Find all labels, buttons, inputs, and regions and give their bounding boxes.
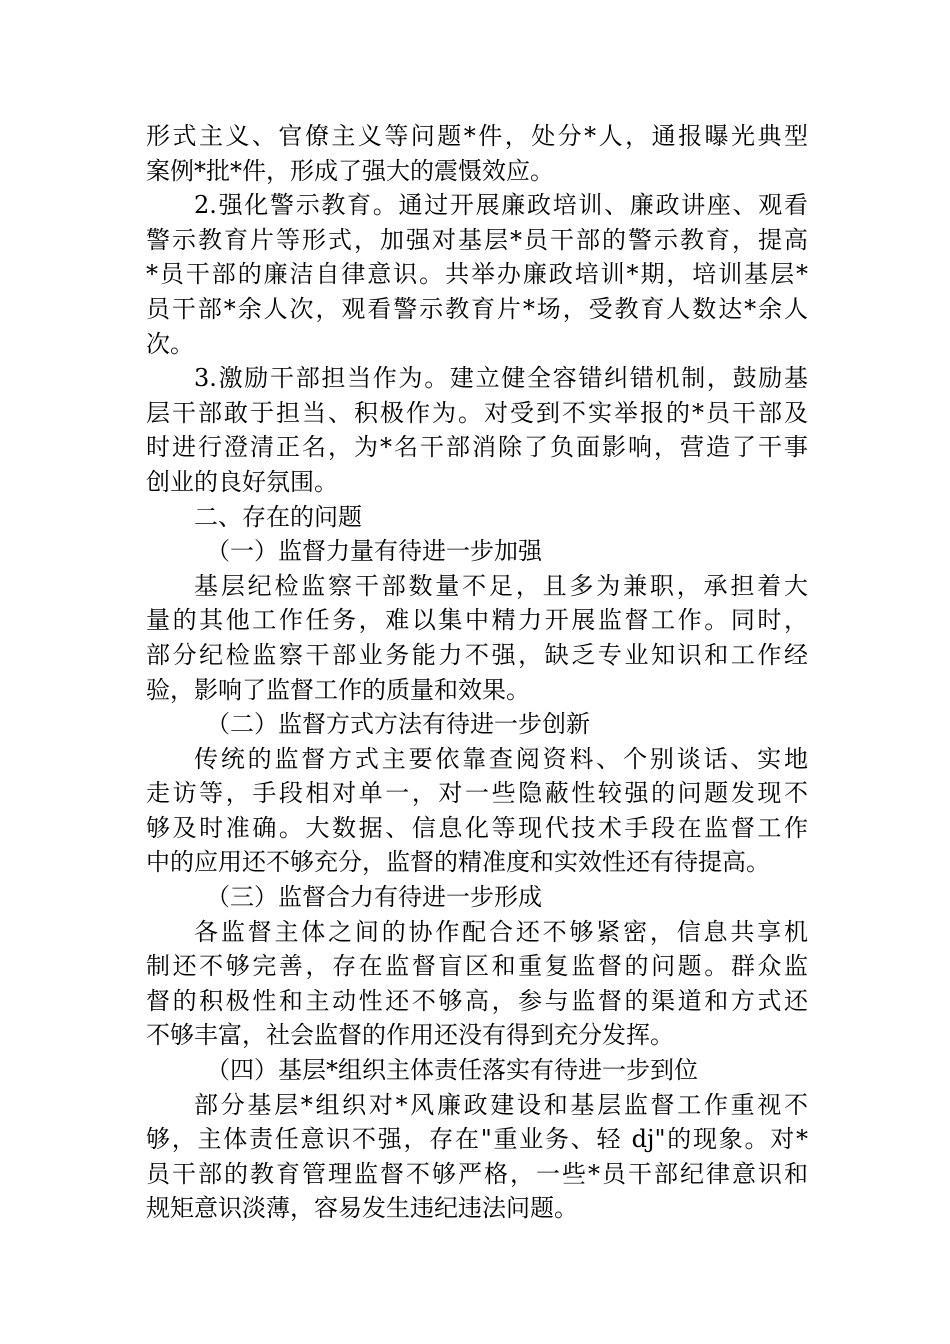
text-line: 部分纪检监察干部业务能力不强，缺乏专业知识和工作经: [146, 640, 808, 669]
subheading-3: [146, 880, 808, 915]
subheading-text: （三）监督合力有待进一步形成: [206, 883, 542, 912]
text-line: 形式主义、官僚主义等问题*件，处分*人，通报曝光典型: [146, 122, 808, 150]
text-line: 部分基层*组织对*风廉政建设和基层监督工作重视不: [194, 1090, 808, 1119]
subheading-2: [146, 707, 808, 742]
paragraph-warning-education: [146, 188, 808, 361]
text-line: 不够丰富，社会监督的作用还没有得到充分发挥。: [146, 1021, 674, 1050]
text-line: 时进行澄清正名，为*名干部消除了负面影响，营造了干事: [146, 433, 808, 462]
text-line: *员干部的廉洁自律意识。共举办廉政培训*期，培训基层*: [146, 260, 808, 289]
section-heading: [146, 500, 808, 535]
subheading-text: （二）监督方式方法有待进一步创新: [206, 710, 590, 739]
text-line: 规矩意识淡薄，容易发生违纪违法问题。: [146, 1194, 578, 1223]
text-line: 传统的监督方式主要依靠查阅资料、个别谈话、实地: [194, 744, 808, 773]
text-line: 创业的良好氛围。: [146, 467, 338, 496]
subheading-1: [146, 534, 808, 569]
paragraph-supervision-force: [146, 569, 808, 707]
text-line: 层干部敢于担当、积极作为。对受到不实举报的*员干部及: [146, 398, 808, 427]
subheading-text: （一）监督力量有待进一步加强: [206, 537, 542, 566]
text-line: 走访等，手段相对单一，对一些隐蔽性较强的问题发现不: [146, 779, 808, 808]
text-line: 员干部*余人次，观看警示教育片*场，受教育人数达*余人: [146, 294, 808, 323]
paragraph-encourage-cadres: [146, 361, 808, 499]
paragraph-supervision-methods: [146, 742, 808, 880]
text-line: 案例*批*件，形成了强大的震慑效应。: [146, 156, 554, 185]
text-line: 制还不够完善，存在监督盲区和重复监督的问题。群众监: [146, 952, 808, 981]
document-page: [146, 119, 808, 1226]
text-line: 各监督主体之间的协作配合还不够紧密，信息共享机: [194, 917, 808, 946]
text-line: 3.激励干部担当作为。建立健全容错纠错机制，鼓励基: [194, 364, 808, 393]
text-line: 验，影响了监督工作的质量和效果。: [146, 675, 530, 704]
text-line: 督的积极性和主动性还不够高，参与监督的渠道和方式还: [146, 986, 808, 1015]
section-heading-text: 二、存在的问题: [194, 502, 362, 531]
text-line: 基层纪检监察干部数量不足，且多为兼职，承担着大: [194, 571, 808, 600]
paragraph-supervision-synergy: [146, 915, 808, 1053]
text-line: 够及时准确。大数据、信息化等现代技术手段在监督工作: [146, 813, 808, 842]
text-line: 警示教育片等形式，加强对基层*员干部的警示教育，提高: [146, 225, 808, 254]
paragraph-continued: [146, 119, 808, 188]
text-line: 够，主体责任意识不强，存在"重业务、轻 dj"的现象。对*: [146, 1125, 808, 1154]
text-line: 量的其他工作任务，难以集中精力开展监督工作。同时，: [146, 606, 808, 635]
text-line: 中的应用还不够充分，监督的精准度和实效性还有待提高。: [146, 848, 770, 877]
subheading-4: [146, 1053, 808, 1088]
text-line: 次。: [146, 329, 194, 358]
subheading-text: （四）基层*组织主体责任落实有待进一步到位: [206, 1056, 698, 1085]
text-line: 员干部的教育管理监督不够严格，一些*员干部纪律意识和: [146, 1159, 808, 1188]
paragraph-primary-responsibility: [146, 1088, 808, 1226]
text-line: 2.强化警示教育。通过开展廉政培训、廉政讲座、观看: [194, 191, 808, 220]
